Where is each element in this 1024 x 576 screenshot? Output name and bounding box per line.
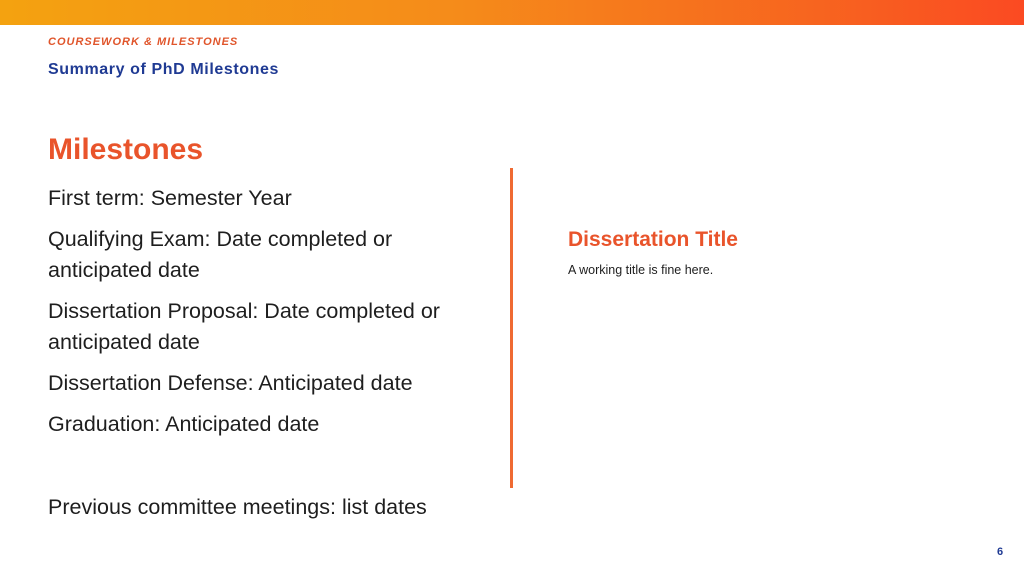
- page-number: 6: [997, 546, 1004, 558]
- milestone-item-first-term: First term: Semester Year: [48, 186, 292, 210]
- top-gradient-bar: [0, 0, 1024, 25]
- milestone-item-qualifying-exam: Qualifying Exam: Date completed or anticipated date: [48, 227, 393, 282]
- dissertation-title: Dissertation Title: [568, 228, 738, 251]
- milestone-list: [48, 183, 498, 450]
- dissertation-note: A working title is fine here.: [568, 263, 714, 277]
- slide-subtitle: Summary of PhD Milestones: [48, 61, 280, 78]
- section-label: COURSEWORK & MILESTONES: [48, 36, 239, 48]
- milestone-item-dissertation-defense: Dissertation Defense: Anticipated date: [48, 371, 413, 395]
- milestone-item-dissertation-proposal: Dissertation Proposal: Date completed or anticipated date: [48, 299, 440, 354]
- milestone-item-graduation: Graduation: Anticipated date: [48, 412, 320, 436]
- vertical-divider: [510, 168, 513, 488]
- milestones-heading: Milestones: [48, 133, 204, 166]
- previous-meetings: Previous committee meetings: list dates: [48, 495, 427, 519]
